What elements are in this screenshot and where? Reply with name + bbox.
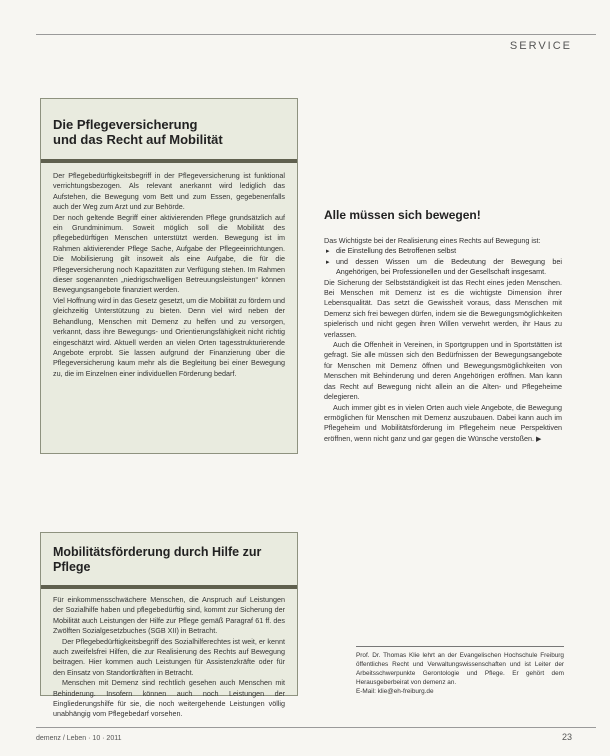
header-rule: [36, 34, 596, 35]
footer-rule: [36, 727, 596, 728]
author-email: E-Mail: klie@eh-freiburg.de: [356, 688, 434, 695]
author-bio: [356, 646, 564, 696]
main-article-column: [324, 192, 562, 444]
info-box-mobilitaetsfoerderung: [40, 532, 298, 719]
list-item: [324, 257, 562, 278]
list-item: [324, 246, 562, 256]
article-paragraph: Auch die Offenheit in Vereinen, in Sportgruppen und in Sportstätten ist gefragt. Sie alle müssen sich den Bedürfnissen der Bewegungsangebote für Menschen mit Demenz öffnen und Bewegungsmöglichkeiten von Menschen mit Behinderung und deren Angehörigen eröffnen. Man kann das Recht auf Bewegung nicht allein an die Alten- und Pflegeheime delegieren.: [324, 340, 562, 402]
info-box-pflegeversicherung: [40, 98, 298, 454]
article-intro: Das Wichtigste bei der Realisierung eines Rechts auf Bewegung ist:: [324, 236, 541, 245]
box1-title-line2: und das Recht auf Mobilität: [53, 132, 223, 147]
list-item-text: und dessen Wissen um die Bedeutung der Bewegung bei Angehörigen, bei Professionellen und der Gesellschaft insgesamt.: [336, 256, 562, 277]
footer-publication: demenz / Leben · 10 · 2011: [36, 735, 122, 742]
article-paragraph: [324, 403, 562, 445]
box1-title-line1: Die Pflegeversicherung: [53, 117, 198, 132]
bullet-icon: ▸: [326, 246, 330, 256]
section-label: SERVICE: [509, 40, 572, 52]
box2-paragraph: Der Pflegebedürftigkeitsbegriff des Sozialhilferechtes ist weit, er kennt auch zweifelsfrei Hilfen, die zur Realisierung des Rechts auf Bewegung beitragen. Hier kommen auch Leistungen für Assistenzkräfte oder für den Einsatz von Standortkräften in Betracht.: [53, 636, 285, 677]
article-paragraph-text: Auch immer gibt es in vielen Orten auch viele Angebote, die Bewegung ermöglichen für Menschen mit Demenz auszubauen. Dabei kann auch im Pflegeheim und Mobilitätsförderung im Pflegeheim neue Perspektiven eröffnen, wenn nicht ganz und gar gegen die Wünsche verstoßen.: [324, 402, 562, 443]
box2-paragraph: Menschen mit Demenz sind rechtlich gesehen auch Menschen mit Behinderung. Insofern können auch noch Leistungen der Eingliederungshilfe für sie, die noch weitergehende Leistungen völlig unabhängig vom Pflegebedarf vorsehen.: [53, 678, 285, 719]
end-mark-icon: ▶: [536, 433, 542, 443]
page-number: 23: [561, 732, 572, 742]
article-heading: Alle müssen sich bewegen!: [324, 208, 481, 222]
box1-paragraph: Der Pflegebedürftigkeitsbegriff in der Pflegeversicherung ist funktional verrichtungsbezogen. Als relevant anerkannt wird lediglich das Aufstehen, die Bewegung vom Bett und zum Essen, gegebenenfalls auch der Weg zum Arzt und zur Behörde.: [53, 171, 285, 212]
box2-paragraph: Für einkommensschwächere Menschen, die Anspruch auf Leistungen der Sozialhilfe haben und pflegebedürftig sind, kommt zur Sicherung der Mobilität auch Leistungen der Hilfe zur Pflege gemäß Paragraf 61 ff. des Zwölften Sozialgesetzbuches (SGB XII) in Betracht.: [53, 595, 285, 636]
list-item-text: die Einstellung des Betroffenen selbst: [336, 246, 457, 256]
box1-title: [53, 117, 285, 147]
box1-divider-bar: [41, 159, 297, 163]
box2-divider-bar: [41, 585, 297, 589]
box2-title: Mobilitätsförderung durch Hilfe zur Pflege: [53, 545, 262, 574]
bullet-icon: ▸: [326, 256, 330, 266]
article-paragraph: Die Sicherung der Selbstständigkeit ist das Recht eines jeden Menschen. Bei Menschen mit Demenz ist es die wichtigste Dimension ihrer Lebensqualität. Das setzt die Gewissheit voraus, dass Menschen mit Demenz sich frei bewegen dürfen, indem sie die Bewegungsmöglichkeiten spielerisch und nicht gegen ihren Willen verwehrt werden, ihr Haus zu verlassen.: [324, 277, 562, 339]
box1-paragraph: Viel Hoffnung wird in das Gesetz gesetzt, um die Mobilität zu fördern und gleichzeitig Unterstützung zu bieten. Denn viel wird neben der Behandlung, Menschen mit Demenz zu helfen und zu versorgen, verkannt, dass ihre Bewegungs- und Orientierungsfähigkeit nicht richtig eingeschätzt wird. Aktuell werden an vielen Orten tagesstrukturierende Angebote erprobt. Sie lassen aufgrund der Finanzierung über die Pflegeversicherung kaum mehr als die Begleitung bei einer Bewegung zu, die im Einzelnen einer individuellen Förderung bedarf.: [53, 295, 285, 378]
author-bio-text: Prof. Dr. Thomas Klie lehrt an der Evangelischen Hochschule Freiburg öffentliches Recht und Verwaltungswissenschaften und ist Leiter der Arbeitsschwerpunkte Gerontologie und Pflege. Er gehört dem Herausgeberbeirat von demenz an.: [356, 652, 564, 686]
box1-paragraph: Der noch geltende Begriff einer aktivierenden Pflege grundsätzlich auf ein Grundminimum. Soweit möglich soll die Mobilität des pflegebedürftigen Menschen unterstützt werden. Bewegung ist im Rahmen aktivierender Pflege Sache, Aufgabe der Pflegeeinrichtungen. Die Mobilisierung gilt insoweit als eine Aufgabe, die für die Pflegeversicherung noch Kapazitäten zur Verfügung stehen. Im Rahmen dieser sogenannten „niedrigschwelligen Betreuungsleistungen“ können Bewegungsangebote finanziert werden.: [53, 212, 285, 295]
